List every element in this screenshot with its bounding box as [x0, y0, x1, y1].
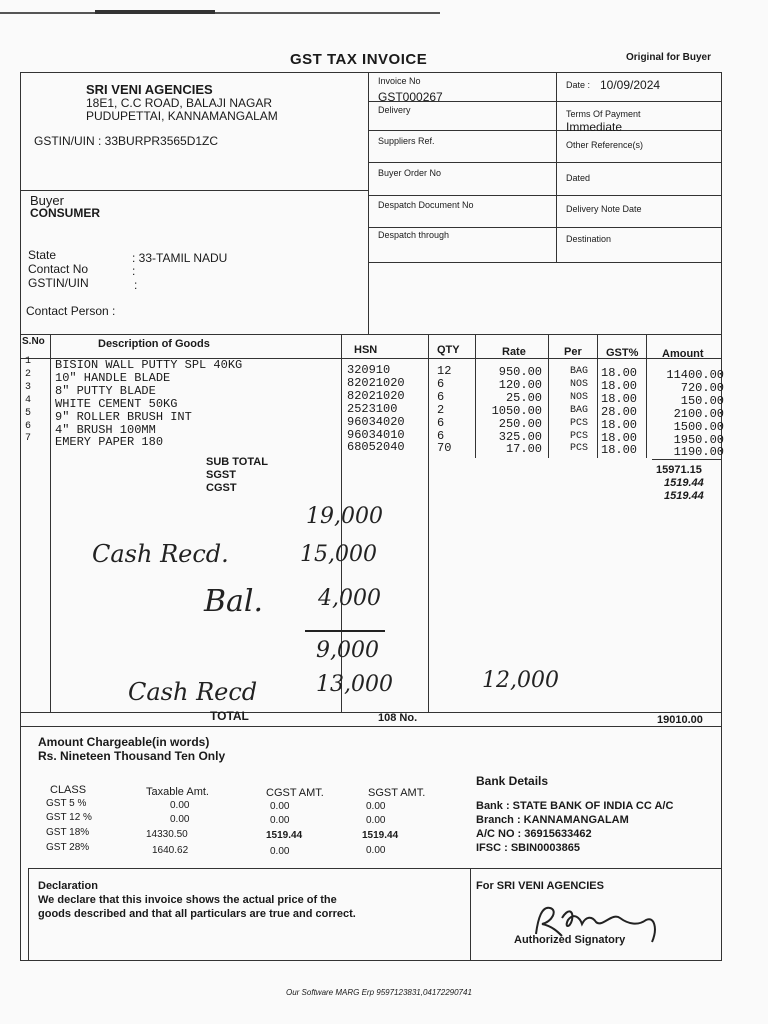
table-cell: 6 [437, 376, 445, 391]
table-cell: BAG [570, 366, 589, 377]
handwritten-amount: 4,000 [318, 586, 381, 611]
handwritten-amount: 15,000 [300, 542, 377, 567]
tax-row-class: GST 12 % [46, 812, 92, 823]
description-column [55, 359, 242, 449]
table-cell: 250.00 [498, 416, 542, 431]
amount-words-label: Amount Chargeable(in words) [38, 735, 210, 749]
signatory-company: For SRI VENI AGENCIES [476, 880, 604, 892]
tax-row-taxable: 0.00 [170, 800, 190, 811]
delivery-note-label: Delivery Note Date [566, 204, 642, 214]
tax-row-cgst: 0.00 [270, 815, 290, 826]
handwritten-amount: 13,000 [316, 672, 393, 697]
total-label: TOTAL [210, 709, 249, 723]
table-cell: 6 [25, 420, 32, 432]
hsn-column [347, 364, 405, 454]
declaration-title: Declaration [38, 880, 98, 892]
table-cell: 18.00 [601, 417, 638, 432]
col-header-description: Description of Goods [98, 338, 210, 350]
table-cell: BISION WALL PUTTY SPL 40KG [55, 358, 243, 372]
table-cell: 6 [437, 428, 445, 443]
tax-header-class: CLASS [50, 784, 87, 796]
table-cell: 2 [25, 368, 32, 380]
bank-name: Bank : STATE BANK OF INDIA CC A/C [476, 800, 674, 812]
col-header-gst: GST% [606, 347, 639, 359]
total-qty: 108 No. [378, 712, 418, 724]
invoice-no: GST000267 [378, 90, 443, 104]
table-cell: 11400.00 [666, 368, 724, 382]
tax-row-taxable: 14330.50 [146, 829, 188, 840]
delivery-label: Delivery [378, 105, 411, 115]
table-cell: 70 [437, 441, 452, 456]
handwritten-note-cash: Cash Recd. [92, 540, 229, 568]
table-cell: 325.00 [498, 429, 542, 444]
table-cell: NOS [570, 378, 589, 390]
table-cell: 150.00 [680, 393, 724, 408]
other-ref-label: Other Reference(s) [566, 140, 644, 150]
table-cell: 25.00 [505, 390, 542, 405]
table-cell: 68052040 [347, 440, 405, 455]
table-cell: PCS [570, 417, 589, 429]
table-cell: 1 [25, 356, 32, 367]
destination-label: Destination [566, 234, 612, 244]
tax-header-sgst: SGST AMT. [368, 787, 426, 799]
table-cell: 17.00 [505, 442, 542, 457]
table-cell: 18.00 [601, 378, 638, 393]
table-cell: 6 [437, 389, 445, 404]
table-cell: 1190.00 [673, 445, 724, 460]
state-label: State [28, 248, 57, 262]
tax-row-sgst: 0.00 [366, 845, 386, 856]
amount-column [650, 369, 724, 459]
qty-column [437, 365, 451, 455]
software-footer: Our Software MARG Erp 9597123831,04172290741 [286, 988, 472, 997]
tax-row-sgst: 0.00 [366, 815, 386, 826]
table-cell: 8" PUTTY BLADE [55, 383, 156, 398]
handwritten-note-cash: Cash Recd [128, 678, 258, 706]
tax-row-class: GST 5 % [46, 798, 87, 809]
table-cell: EMERY PAPER 180 [55, 435, 164, 450]
tax-row-taxable: 1640.62 [152, 845, 189, 856]
table-cell: 5 [25, 407, 32, 419]
cgst-label: CGST [206, 482, 237, 494]
per-column [570, 366, 588, 456]
sno-column [25, 356, 31, 446]
rate-column [480, 366, 542, 456]
seller-address-line1: 18E1, C.C ROAD, BALAJI NAGAR [86, 96, 273, 110]
table-cell: 2523100 [347, 401, 398, 416]
gst-column [601, 367, 637, 457]
table-cell: 82021020 [347, 388, 405, 403]
table-cell: 9" ROLLER BRUSH INT [55, 409, 192, 424]
declaration-line2: goods described and that all particulars are true and correct. [38, 908, 356, 920]
sgst-label: SGST [206, 469, 236, 481]
col-header-per: Per [564, 346, 582, 358]
tax-header-cgst: CGST AMT. [266, 787, 324, 799]
table-cell: 82021020 [347, 375, 405, 390]
table-cell: 6 [437, 415, 445, 430]
dated-label: Dated [566, 173, 591, 183]
table-cell: 4 [25, 394, 32, 406]
tax-row-cgst: 0.00 [270, 846, 290, 857]
header-divider [368, 72, 369, 334]
invoice-no-label: Invoice No [378, 76, 421, 86]
date-label: Date : [566, 80, 591, 90]
table-cell: 10" HANDLE BLADE [55, 370, 171, 385]
table-cell: PCS [570, 443, 589, 455]
table-cell: 18.00 [601, 391, 638, 406]
table-cell: 96034020 [347, 414, 405, 429]
buyer-label: Buyer [30, 193, 64, 208]
tax-row-class: GST 28% [46, 842, 90, 853]
terms-label: Terms Of Payment [566, 109, 641, 119]
invoice-title: GST TAX INVOICE [290, 51, 428, 68]
sgst-value: 1519.44 [664, 477, 704, 489]
table-cell: BAG [570, 404, 589, 416]
despatch-through-label: Despatch through [378, 230, 450, 240]
table-cell: 1050.00 [491, 403, 542, 418]
state-value: : 33-TAMIL NADU [132, 251, 228, 265]
bank-branch: Branch : KANNAMANGALAM [476, 814, 629, 826]
buyer-name: CONSUMER [30, 206, 101, 220]
authorized-signatory: Authorized Signatory [514, 934, 626, 946]
tax-header-taxable: Taxable Amt. [146, 786, 209, 798]
tax-row-cgst: 1519.44 [266, 830, 303, 841]
contact-person-label: Contact Person : [26, 304, 116, 318]
scan-edge-artifact [95, 10, 215, 14]
buyer-order-label: Buyer Order No [378, 168, 442, 178]
seller-gstin: GSTIN/UIN : 33BURPR3565D1ZC [34, 134, 219, 148]
table-cell: NOS [570, 391, 589, 403]
table-cell: WHITE CEMENT 50KG [55, 396, 178, 411]
bank-account-no: A/C NO : 36915633462 [476, 828, 592, 840]
cgst-value: 1519.44 [664, 490, 704, 502]
scan-edge-artifact [0, 12, 440, 14]
copy-label: Original for Buyer [626, 52, 712, 63]
contact-no-label: Contact No [28, 262, 89, 276]
declaration-line1: We declare that this invoice shows the actual price of the [38, 894, 337, 906]
seller-address-line2: PUDUPETTAI, KANNAMANGALAM [86, 109, 278, 123]
handwritten-amount: 19,000 [306, 504, 383, 529]
table-cell: PCS [570, 430, 589, 442]
despatch-doc-label: Despatch Document No [378, 200, 474, 210]
buyer-gstin-label: GSTIN/UIN [28, 276, 89, 290]
amount-words-value: Rs. Nineteen Thousand Ten Only [38, 749, 226, 763]
subtotal-label: SUB TOTAL [206, 456, 268, 468]
table-cell: 320910 [347, 363, 391, 377]
buyer-gstin-value: : [134, 278, 138, 292]
subtotal-value: 15971.15 [656, 464, 702, 476]
tax-row-sgst: 0.00 [366, 801, 386, 812]
table-cell: 28.00 [601, 404, 638, 419]
tax-row-class: GST 18% [46, 827, 90, 838]
bank-ifsc: IFSC : SBIN0003865 [476, 842, 580, 854]
handwritten-note-balance: Bal. [204, 584, 264, 619]
tax-row-taxable: 0.00 [170, 814, 190, 825]
bank-details-title: Bank Details [476, 774, 549, 788]
col-header-qty: QTY [437, 344, 460, 356]
col-header-hsn: HSN [354, 344, 378, 356]
table-cell: 2100.00 [673, 406, 724, 421]
table-cell: 7 [25, 433, 32, 445]
contact-no-value: : [132, 264, 136, 278]
table-cell: 96034010 [347, 427, 405, 442]
table-cell: 3 [25, 381, 32, 393]
table-cell: 720.00 [680, 380, 724, 395]
table-cell: 1500.00 [673, 419, 724, 434]
table-cell: 950.00 [498, 365, 542, 379]
table-cell: 1950.00 [673, 432, 724, 447]
table-cell: 2 [437, 402, 445, 417]
table-cell: 18.00 [601, 430, 638, 445]
col-header-amount: Amount [662, 348, 704, 360]
table-cell: 12 [437, 364, 452, 378]
total-amount: 19010.00 [657, 714, 703, 726]
col-header-rate: Rate [502, 346, 526, 358]
suppliers-ref-label: Suppliers Ref. [378, 136, 435, 146]
handwritten-amount: 9,000 [316, 638, 379, 663]
seller-name: SRI VENI AGENCIES [86, 82, 213, 97]
tax-row-cgst: 0.00 [270, 801, 290, 812]
table-cell: 120.00 [498, 377, 542, 392]
terms-value: Immediate [566, 120, 623, 134]
table-cell: 18.00 [601, 366, 638, 380]
handwritten-amount: 12,000 [482, 668, 559, 693]
invoice-date: 10/09/2024 [600, 78, 661, 92]
table-cell: 4" BRUSH 100MM [55, 422, 156, 437]
col-header-sno: S.No [22, 336, 45, 347]
tax-row-sgst: 1519.44 [362, 830, 399, 841]
table-cell: 18.00 [601, 443, 638, 458]
